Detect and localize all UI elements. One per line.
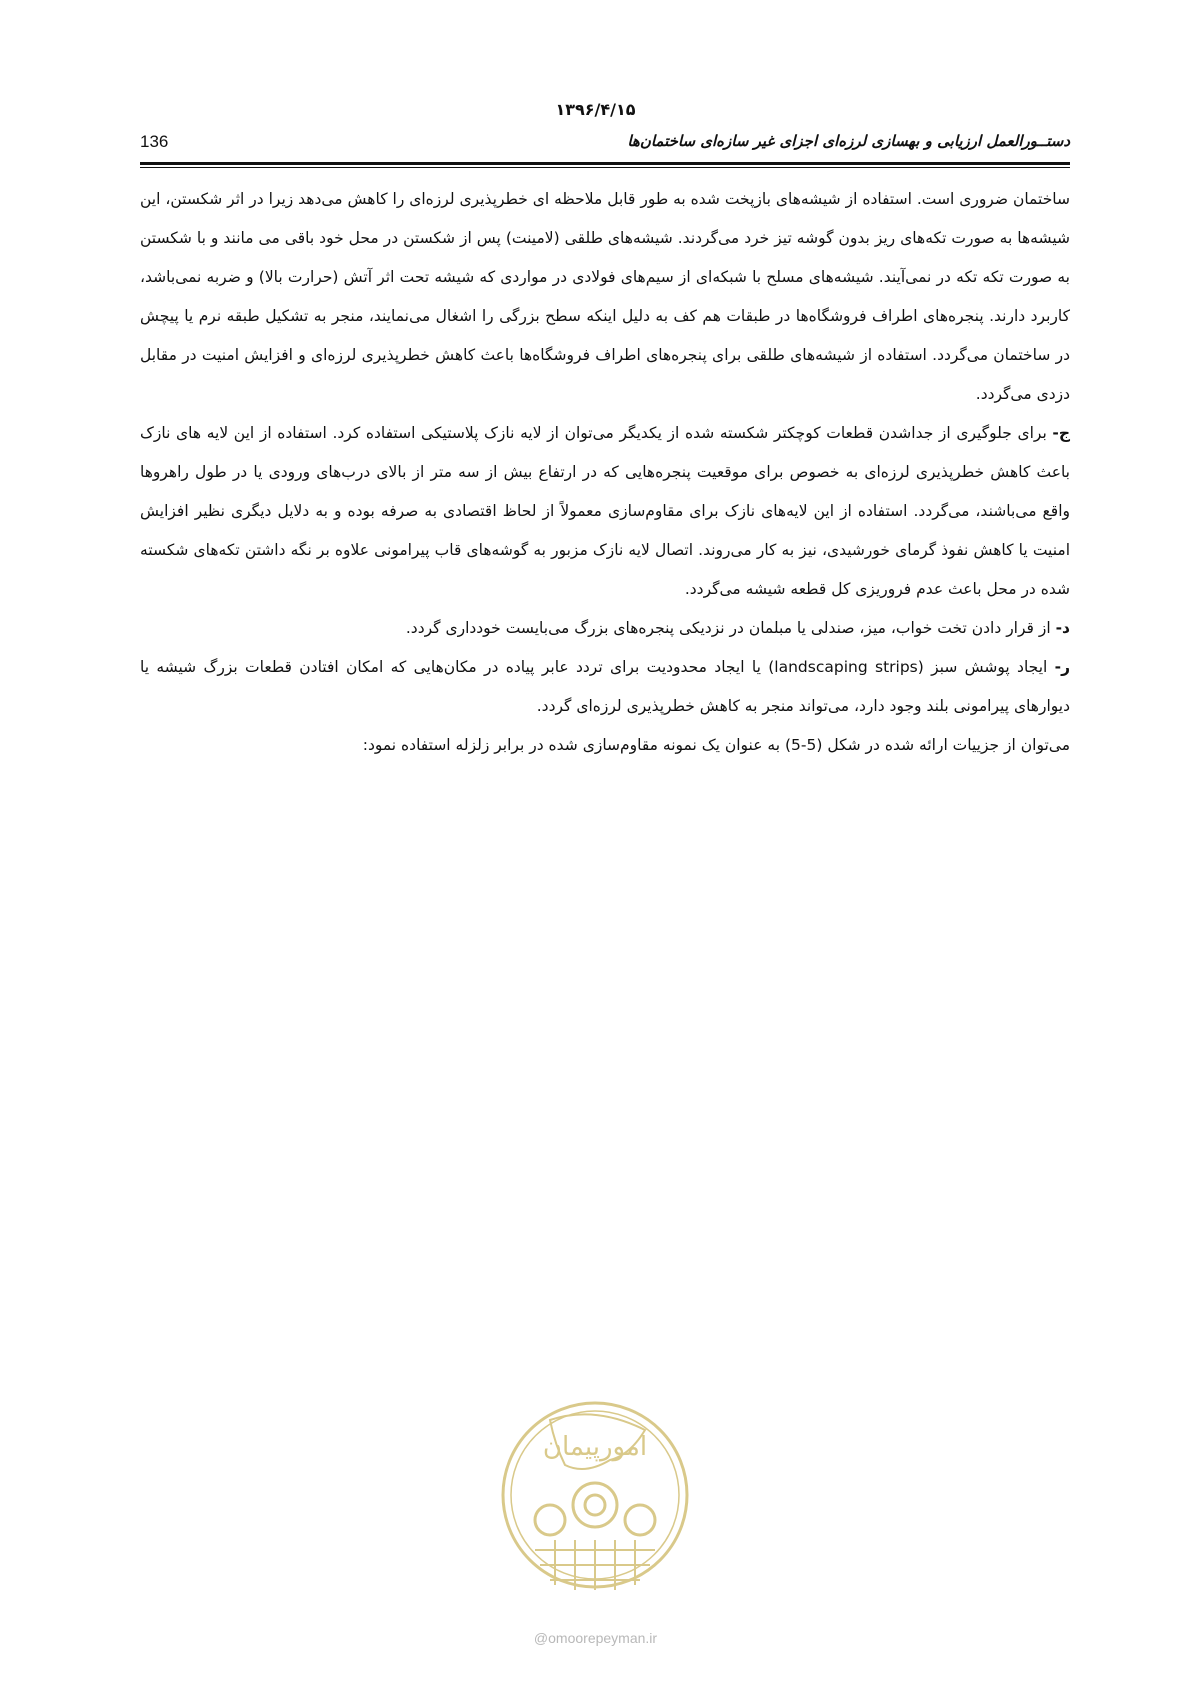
body-text: [140, 180, 1070, 765]
item-r: [140, 648, 1070, 726]
item-j-label: ج-: [1052, 424, 1070, 442]
item-d-label: د-: [1055, 619, 1070, 637]
item-d: [140, 609, 1070, 648]
running-title: دستــورالعمل ارزیابی و بهسازی لرزه‌ای اجزای غیر سازه‌ای ساختمان‌ها: [627, 132, 1070, 150]
item-r-label: ر-: [1054, 658, 1070, 676]
item-j-text: برای جلوگیری از جداشدن قطعات کوچکتر شکسته شده از یکدیگر می‌توان از لایه نازک پلاستیکی استفاده کرد. استفاده از این لایه های نازک باعث کاهش خطرپذیری لرزه‌ای به خصوص برای موقعیت پنجره‌هایی که در ارتفاع بیش از سه متر از بالای درب‌های ورودی یا در طول راهروها واقع می‌باشند، می‌گردد. استفاده از این لایه‌های نازک برای مقاوم‌سازی معمولاً از لحاظ اقتصادی به صرفه بوده و به دلایل دیگری نظیر افزایش امنیت یا کاهش نفوذ گرمای خورشیدی، نیز به کار می‌روند. اتصال لایه نازک مزبور به گوشه‌های قاب پیرامونی علاوه بر نگه داشتن تکه‌های شکسته شده در محل باعث عدم فروریزی کل قطعه شیشه می‌گردد.: [140, 424, 1070, 598]
watermark-logo-icon: [495, 1385, 695, 1605]
watermark-caption: @omoorepeyman.ir: [533, 1630, 658, 1646]
item-j: [140, 414, 1070, 609]
header-rule-thin: [140, 167, 1070, 168]
header-rule-thick: [140, 162, 1070, 165]
page-number: 136: [140, 132, 169, 151]
watermark-logo-text: امورپیمان: [542, 1432, 648, 1462]
item-d-text: از قرار دادن تخت خواب، میز، صندلی یا مبلمان در نزدیکی پنجره‌های بزرگ می‌بایست خودداری گردد.: [405, 619, 1056, 637]
page-header: [140, 128, 1070, 162]
document-date: ۱۳۹۶/۴/۱۵: [555, 100, 636, 119]
closing-paragraph: می‌توان از جزییات ارائه شده در شکل (5-5) به عنوان یک نمونه مقاوم‌سازی شده در برابر زلزله استفاده نمود:: [362, 736, 1070, 754]
paragraph-1: ساختمان ضروری است. استفاده از شیشه‌های بازپخت شده به طور قابل ملاحظه ای خطرپذیری لرزه‌ای را کاهش می‌دهد زیرا در اثر شکستن، این شیشه‌ها به صورت تکه‌های ریز بدون گوشه تیز خرد می‌گردند. شیشه‌های طلقی (لامینت) پس از شکستن در محل خود باقی می مانند و با شکستن به صورت تکه تکه در نمی‌آیند. شیشه‌های مسلح با شبکه‌ای از سیم‌های فولادی در مواردی که شیشه تحت اثر آتش (حرارت بالا) و ضربه نمی‌باشد، کاربرد دارند. پنجره‌های اطراف فروشگاه‌ها در طبقات هم کف به دلیل اینکه سطح بزرگی را اشغال می‌نمایند، منجر به تشکیل طبقه نرم یا پیچش در ساختمان می‌گردد. استفاده از شیشه‌های طلقی برای پنجره‌های اطراف فروشگاه‌ها باعث کاهش خطرپذیری لرزه‌ای و افزایش امنیت در مقابل دزدی می‌گردد.: [140, 190, 1070, 403]
item-r-text: ایجاد پوشش سبز (landscaping strips) یا ایجاد محدودیت برای تردد عابر پیاده در مکان‌هایی که امکان افتادن قطعات بزرگ شیشه یا دیوارهای پیرامونی بلند وجود دارد، می‌تواند منجر به کاهش خطرپذیری لرزه‌ای گردد.: [140, 658, 1070, 715]
